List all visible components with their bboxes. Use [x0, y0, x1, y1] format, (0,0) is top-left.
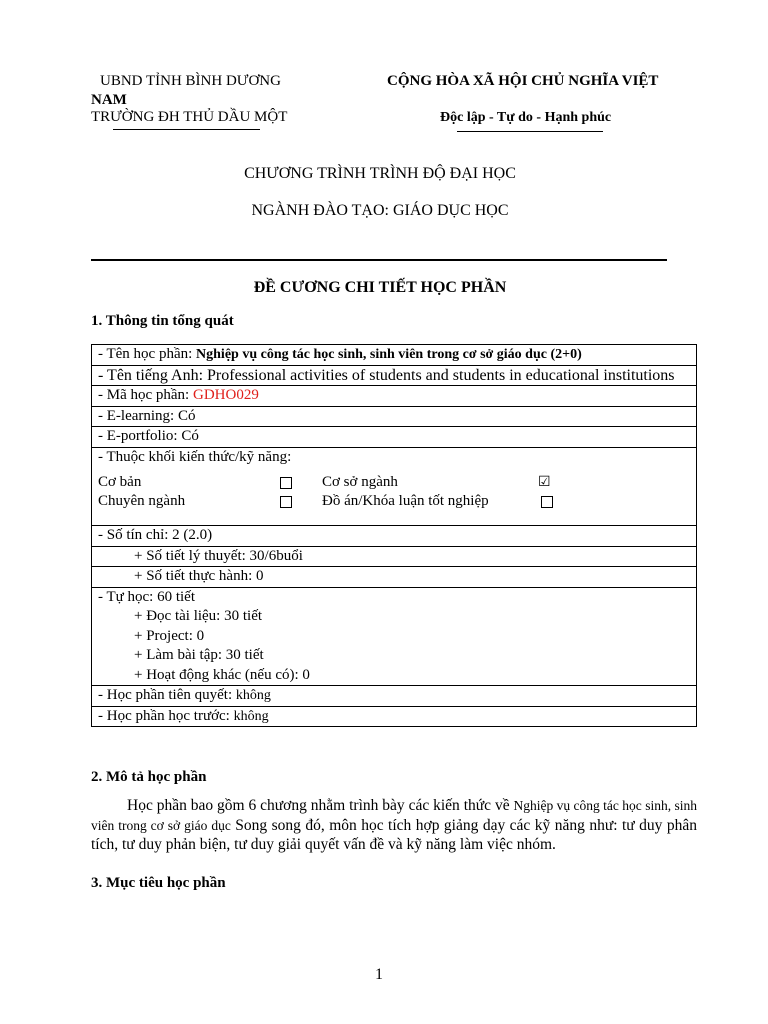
credits-row: - Số tín chỉ: 2 (2.0)	[92, 526, 697, 547]
option-thesis-label: Đồ án/Khóa luận tốt nghiệp	[322, 493, 489, 509]
checked-checkbox-icon: ☑	[538, 475, 551, 490]
table-row	[92, 587, 697, 686]
english-name-label: - Tên tiếng Anh:	[98, 366, 208, 384]
table-row	[92, 365, 697, 386]
description-part-c: Song song đó, môn học tích hợp giảng dạy các kỹ năng như: tư duy phân tích, tư duy phản biện, tư duy giải quyết vấn đề và kỹ năng làm việc nhóm.	[91, 816, 697, 853]
section-2-heading: 2. Mô tả học phần	[91, 769, 207, 785]
theory-hours: + Số tiết lý thuyết: 30/6buổi	[134, 547, 303, 564]
major-title: NGÀNH ĐÀO TẠO: GIÁO DỤC HỌC	[251, 202, 509, 219]
prerequisite-value: không	[235, 688, 271, 703]
table-row	[92, 526, 697, 547]
prior-course-value: không	[233, 708, 269, 724]
project-hours: + Project: 0	[134, 627, 205, 644]
option-basic-label: Cơ bản	[98, 474, 142, 490]
table-row	[92, 686, 697, 707]
header-left-underline	[113, 129, 260, 130]
program-title: CHƯƠNG TRÌNH TRÌNH ĐỘ ĐẠI HỌC	[244, 165, 516, 182]
section-3-heading: 3. Mục tiêu học phần	[91, 875, 226, 891]
option-foundation-label: Cơ sở ngành	[322, 474, 398, 490]
empty-checkbox-icon	[280, 496, 292, 508]
option-specialized-label: Chuyên ngành	[98, 493, 186, 509]
table-row	[92, 447, 697, 526]
syllabus-title: ĐỀ CƯƠNG CHI TIẾT HỌC PHẦN	[253, 279, 507, 296]
title-divider	[91, 259, 667, 261]
table-row	[92, 546, 697, 567]
practice-hours: + Số tiết thực hành: 0	[134, 568, 264, 584]
page-number: 1	[375, 966, 383, 983]
knowledge-label: - Thuộc khối kiến thức/kỹ năng:	[98, 448, 292, 465]
course-name-label: - Tên học phần:	[98, 346, 197, 362]
english-name-value: Professional activities of students and students in educational institutions	[207, 366, 675, 384]
empty-checkbox-icon	[541, 496, 553, 508]
header-right-underline	[457, 131, 603, 132]
course-description	[91, 796, 697, 855]
knowledge-grid	[98, 473, 690, 521]
other-activity-hours: + Hoạt động khác (nếu có): 0	[134, 666, 310, 683]
table-row	[92, 406, 697, 427]
section-1-heading: 1. Thông tin tổng quát	[91, 313, 234, 329]
course-name-value: Nghiệp vụ công tác học sinh, sinh viên trong cơ sở giáo dục (2+0)	[196, 347, 582, 362]
description-part-a: Học phần bao gồm 6 chương nhằm trình bày các kiến thức về	[127, 797, 514, 814]
description-part-b: Nghiệp vụ công tác học sinh, sinh viên trong cơ sở giáo dục	[91, 798, 697, 833]
course-code-label: - Mã học phần:	[98, 387, 193, 403]
table-row	[92, 567, 697, 588]
reading-hours: + Đọc tài liệu: 30 tiết	[134, 608, 263, 624]
empty-checkbox-icon	[280, 477, 292, 489]
header-republic: CỘNG HÒA XÃ HỘI CHỦ NGHĨA VIỆT	[387, 73, 659, 89]
elearning-row: - E-learning: Có	[92, 406, 697, 427]
table-row	[92, 706, 697, 727]
header-province: UBND TỈNH BÌNH DƯƠNG	[100, 73, 281, 89]
header-republic-wrap: NAM	[91, 92, 127, 108]
self-study-hours: - Tự học: 60 tiết	[98, 588, 196, 605]
eportfolio-row: - E-portfolio: Có	[92, 427, 697, 448]
table-row	[92, 386, 697, 407]
exercise-hours: + Làm bài tập: 30 tiết	[134, 647, 264, 663]
prerequisite-label: - Học phần tiên quyết:	[98, 687, 236, 703]
header-motto: Độc lập - Tự do - Hạnh phúc	[440, 110, 612, 125]
prior-course-label: - Học phần học trước:	[98, 707, 234, 724]
table-row	[92, 427, 697, 448]
header-university: TRƯỜNG ĐH THỦ DẦU MỘT	[91, 109, 288, 125]
table-row	[92, 345, 697, 366]
course-code-value: GDHO029	[192, 387, 259, 403]
general-info-table	[91, 344, 697, 727]
